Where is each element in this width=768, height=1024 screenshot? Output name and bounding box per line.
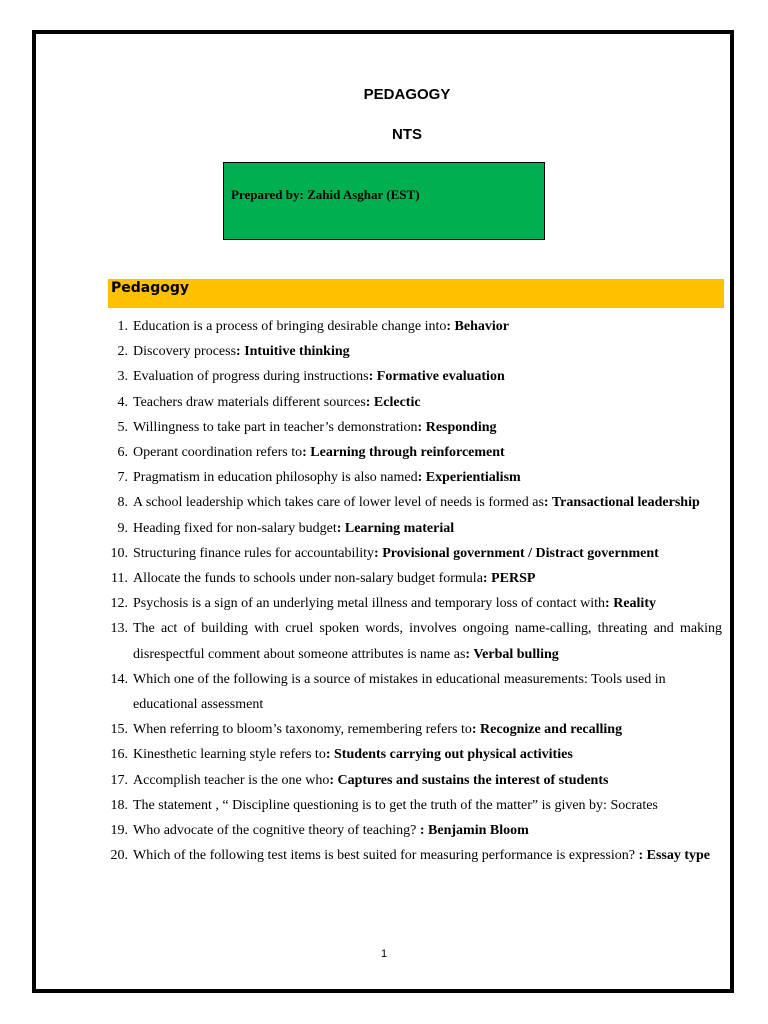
list-item <box>108 541 722 566</box>
answer-text: : Captures and sustains the interest of students <box>329 772 609 788</box>
answer-text: : Learning through reinforcement <box>302 445 505 461</box>
item-number: 15. <box>110 722 128 738</box>
prepared-by-text: Prepared by: Zahid Asghar (EST) <box>231 187 420 202</box>
list-item <box>108 390 722 415</box>
question-text: Kinesthetic learning style refers to <box>133 747 326 763</box>
item-number: 13. <box>110 621 128 637</box>
question-text: Structuring finance rules for accountability <box>133 545 375 561</box>
list-item <box>108 314 722 339</box>
item-number: 1. <box>117 319 128 334</box>
question-text: The statement , “ Discipline questioning is to get the truth of the matter” is given by: Socrates <box>133 797 658 813</box>
list-item <box>108 364 722 389</box>
answer-text: : Benjamin Bloom <box>419 823 529 839</box>
question-text: Teachers draw materials different sources <box>133 394 366 410</box>
question-text: Which of the following test items is best suited for measuring performance is expression? <box>133 848 639 864</box>
answer-text: : Students carrying out physical activities <box>325 747 573 763</box>
list-item <box>108 717 722 742</box>
question-text: Psychosis is a sign of an underlying metal illness and temporary loss of contact with <box>133 596 606 612</box>
question-text: Operant coordination refers to <box>133 445 303 461</box>
item-number: 11. <box>111 571 128 587</box>
question-text: Education is a process of bringing desirable change into <box>133 319 447 334</box>
document-title: PEDAGOGY <box>363 86 451 103</box>
item-number: 12. <box>110 596 128 612</box>
section-heading-bar <box>108 279 724 308</box>
item-number: 8. <box>117 495 128 511</box>
list-item <box>108 616 722 666</box>
document-subtitle: NTS <box>392 126 422 143</box>
item-number: 20. <box>110 848 128 864</box>
list-item <box>108 415 722 440</box>
item-number: 16. <box>110 747 128 763</box>
question-text: When referring to bloom’s taxonomy, remembering refers to <box>133 722 472 738</box>
list-item <box>108 793 722 818</box>
item-number: 7. <box>117 470 128 486</box>
item-number: 5. <box>117 419 128 435</box>
question-text: Willingness to take part in teacher’s demonstration <box>133 419 418 435</box>
question-text: Discovery process <box>133 344 237 360</box>
list-item <box>108 516 722 541</box>
list-item <box>108 566 722 591</box>
item-number: 3. <box>117 369 128 385</box>
item-number: 6. <box>117 445 128 461</box>
item-number: 19. <box>110 823 128 839</box>
item-number: 10. <box>110 545 128 561</box>
list-item <box>108 339 722 364</box>
answer-text: : Behavior <box>446 319 509 334</box>
item-number: 4. <box>117 394 128 410</box>
question-text: A school leadership which takes care of lower level of needs is formed as <box>133 495 544 511</box>
answer-text: : Provisional government / Distract government <box>374 545 659 561</box>
list-item <box>108 490 722 515</box>
answer-text: : Essay type <box>638 848 710 864</box>
list-item <box>108 440 722 465</box>
item-number: 14. <box>110 671 128 687</box>
answer-text: : Responding <box>417 419 497 435</box>
answer-text: : Experientialism <box>417 470 521 486</box>
list-item <box>108 768 722 793</box>
answer-text: : PERSP <box>482 571 536 587</box>
list-item <box>108 667 722 717</box>
list-item <box>108 742 722 767</box>
question-text: The act of building with cruel spoken words, involves ongoing name-calling, threating and making disrespectful comment about someone attributes is name as <box>133 621 722 662</box>
answer-text: : Recognize and recalling <box>471 722 623 738</box>
question-list <box>108 314 722 868</box>
page-number: 1 <box>380 948 388 960</box>
question-text: Heading fixed for non-salary budget <box>133 520 337 536</box>
answer-text: : Reality <box>605 596 656 612</box>
question-text: Which one of the following is a source of mistakes in educational measurements: Tools used in educational assessment <box>133 671 666 713</box>
answer-text: : Learning material <box>336 520 455 536</box>
item-number: 2. <box>117 344 128 360</box>
question-text: Accomplish teacher is the one who <box>133 772 330 788</box>
answer-text: : Eclectic <box>365 394 421 410</box>
item-number: 17. <box>110 772 128 788</box>
question-text: Evaluation of progress during instructions <box>133 369 369 385</box>
answer-text: : Intuitive thinking <box>236 344 350 360</box>
item-number: 9. <box>117 520 128 536</box>
question-text: Who advocate of the cognitive theory of teaching? <box>133 823 420 839</box>
answer-text: : Transactional leadership <box>543 495 700 511</box>
answer-text: : Verbal bulling <box>465 646 559 662</box>
item-number: 18. <box>110 797 128 813</box>
list-item <box>108 465 722 490</box>
answer-text: : Formative evaluation <box>368 369 505 385</box>
question-text: Pragmatism in education philosophy is also named <box>133 470 418 486</box>
list-item <box>108 843 722 868</box>
prepared-by-box <box>223 162 545 240</box>
list-item <box>108 591 722 616</box>
question-text: Allocate the funds to schools under non-salary budget formula <box>133 571 483 587</box>
list-item <box>108 818 722 843</box>
section-heading: Pedagogy <box>111 280 190 296</box>
